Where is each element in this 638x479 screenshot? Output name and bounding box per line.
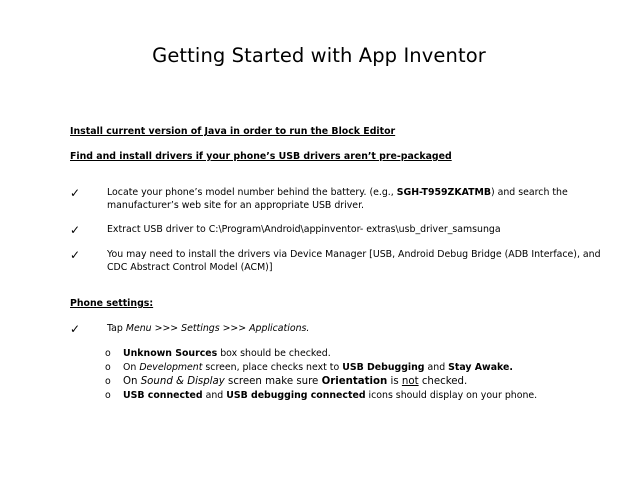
checkmark-icon: ✓ — [70, 186, 81, 200]
item-text: box should be checked. — [217, 348, 331, 359]
list-item-device-manager: You may need to install the drivers via Device Manager [USB, Android Debug Bridge (ADB Interface), and CDC Abstract Control Model (ACM)] — [107, 249, 601, 273]
checkmark-icon: ✓ — [70, 322, 81, 336]
page-title: Getting Started with App Inventor — [152, 44, 486, 67]
item-text: icons should display on your phone. — [365, 390, 538, 401]
bullet-icon: o — [105, 376, 111, 387]
item-text: checked. — [418, 376, 468, 387]
item-text: and — [424, 362, 449, 373]
separator: >>> — [219, 323, 250, 334]
sub-item-unknown-sources — [105, 348, 331, 361]
sound-display-label: Sound & Display — [140, 376, 225, 387]
heading-install-drivers: Find and install drivers if your phone’s USB drivers aren’t pre-packaged — [70, 151, 452, 162]
stay-awake-label: Stay Awake. — [448, 362, 513, 373]
item-text: On — [123, 376, 141, 387]
item-text: is — [387, 376, 402, 387]
item-text: On — [123, 362, 140, 373]
item-text: Locate your phone’s model number behind the battery. (e.g., — [107, 187, 397, 198]
bullet-icon: o — [105, 362, 111, 373]
item-text: screen, place checks next to — [202, 362, 343, 373]
list-item-extract-driver: Extract USB driver to C:\Program\Android\appinventor- extras\usb_driver_samsunga — [107, 224, 501, 235]
checkmark-icon: ✓ — [70, 223, 81, 237]
item-text: screen make sure — [224, 376, 322, 387]
usb-debugging-connected-label: USB debugging connected — [226, 390, 366, 401]
settings-label: Settings — [181, 323, 220, 334]
usb-connected-label: USB connected — [123, 390, 203, 401]
checkmark-icon: ✓ — [70, 248, 81, 262]
bullet-icon: o — [105, 390, 111, 401]
heading-phone-settings: Phone settings: — [70, 298, 154, 309]
sub-item-sound-display — [105, 376, 467, 389]
sub-item-usb-connected — [105, 390, 537, 403]
heading-install-java: Install current version of Java in order to run the Block Editor — [70, 126, 396, 137]
development-label: Development — [139, 362, 203, 373]
orientation-label: Orientation — [321, 376, 388, 387]
item-text: and — [202, 390, 227, 401]
applications-label: Applications. — [249, 323, 310, 334]
usb-debugging-label: USB Debugging — [342, 362, 425, 373]
list-item-tap-menu — [107, 323, 602, 336]
item-text: Tap — [107, 323, 126, 334]
sub-item-development — [105, 362, 513, 375]
unknown-sources-label: Unknown Sources — [123, 348, 218, 359]
item-text: ) and search the manufacturer’s web site for an appropriate USB driver. — [107, 187, 568, 211]
list-item-locate-model — [107, 187, 602, 212]
bullet-icon: o — [105, 348, 111, 359]
model-number: SGH-T959ZKATMB — [396, 187, 491, 198]
separator: >>> — [151, 323, 182, 334]
menu-label: Menu — [125, 323, 152, 334]
not-label: not — [401, 376, 419, 387]
